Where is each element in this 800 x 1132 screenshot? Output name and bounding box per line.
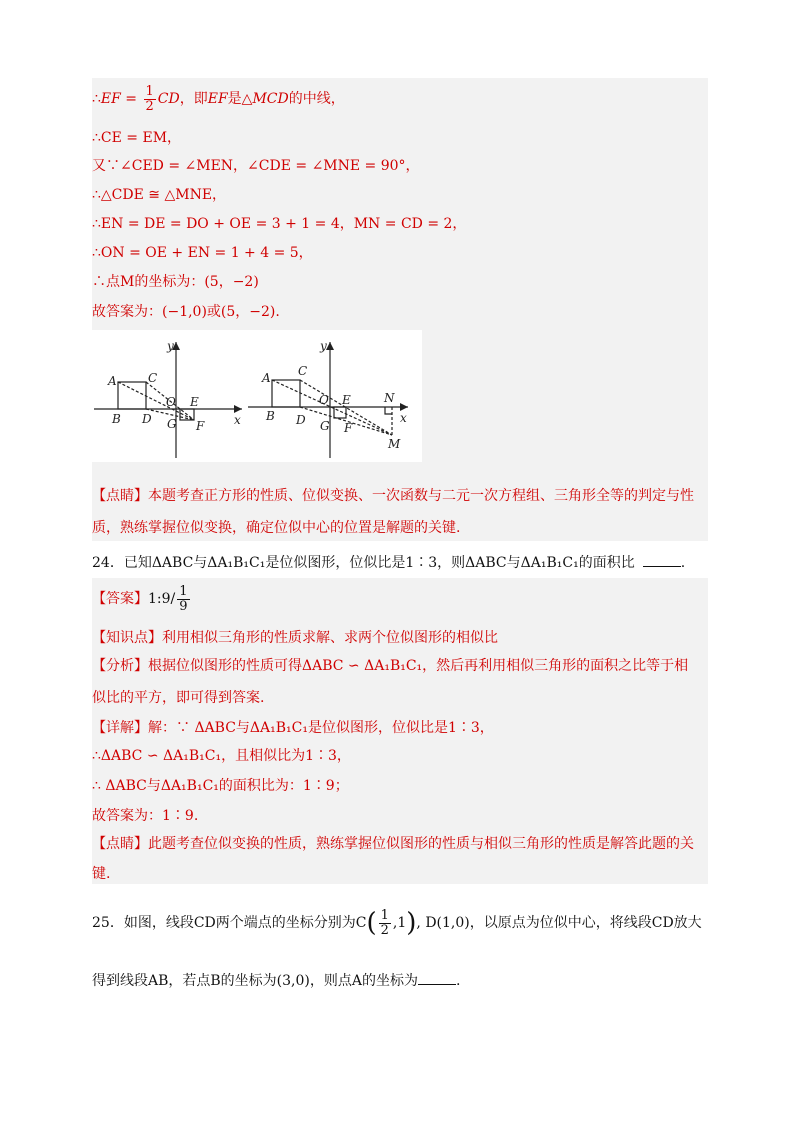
left-label-D: D — [142, 412, 152, 426]
right-label-O: O — [319, 393, 329, 407]
fraction-c-x: $\frac{1}{2}$ — [380, 907, 389, 938]
left-label-E: E — [190, 395, 199, 409]
solution23-comment-1: 【点睛】本题考查正方形的性质、位似变换、一次函数与二元一次方程组、三角形全等的判定与性 — [92, 488, 694, 504]
right-label-x: x — [400, 411, 407, 425]
left-label-B: B — [112, 412, 121, 426]
answer-blank-25 — [418, 972, 456, 985]
solution-line-2: ∴CE = EM， — [92, 130, 182, 146]
solution-line-3: 又∵∠CED = ∠MEN，∠CDE = ∠MNE = 90°， — [92, 158, 420, 174]
question-24: 24．已知ΔABC与ΔA₁B₁C₁是位似图形，位似比是1∶3，则ΔABC与ΔA₁B₁C₁的面积比 . — [92, 555, 686, 571]
right-label-G: G — [320, 419, 330, 433]
fraction-one-ninth: $\frac{1}{9}$ — [179, 583, 188, 614]
q24-detail-3: ∴ ΔABC与ΔA₁B₁C₁的面积比为：1∶9； — [92, 778, 349, 794]
solution-line-6: ∴ON = OE + EN = 1 + 4 = 5， — [92, 245, 313, 261]
solution23-comment-2: 质，熟练掌握位似变换，确定位似中心的位置是解题的关键. — [92, 520, 461, 536]
right-label-B: B — [266, 409, 275, 423]
solution-line-7: ∴点M的坐标为：(5，−2) — [92, 274, 259, 290]
q24-comment-2: 键. — [92, 866, 111, 882]
q24-detail-4: 故答案为：1∶9. — [92, 808, 199, 824]
coordinate-figures — [92, 330, 422, 462]
right-label-A: A — [262, 371, 271, 385]
left-label-G: G — [167, 417, 177, 431]
left-label-C: C — [148, 371, 158, 385]
solution-line-8: 故答案为：(−1,0)或(5，−2). — [92, 304, 280, 320]
right-label-M: M — [388, 437, 401, 451]
q24-comment-1: 【点睛】此题考查位似变换的性质，熟练掌握位似图形的性质与相似三角形的性质是解答此题的关 — [92, 836, 694, 852]
right-label-N: N — [384, 391, 395, 405]
q24-detail-1: 【详解】解：∵ ΔABC与ΔA₁B₁C₁是位似图形，位似比是1∶3， — [92, 720, 494, 736]
left-label-A: A — [108, 374, 117, 388]
solution-line-4: ∴△CDE ≅ △MNE， — [92, 187, 227, 203]
q24-analysis-1: 【分析】根据位似图形的性质可得ΔABC ∽ ΔA₁B₁C₁，然后再利用相似三角形的面积之比等于相 — [92, 658, 689, 674]
solution-line-5: ∴EN = DE = DO + OE = 3 + 1 = 4，MN = CD = 2， — [92, 216, 467, 232]
q24-knowledge: 【知识点】利用相似三角形的性质求解、求两个位似图形的相似比 — [92, 630, 498, 646]
left-label-y: y — [167, 339, 174, 353]
left-label-x: x — [234, 413, 241, 427]
q24-answer: 【答案】1:9/ $\frac{1}{9}$ — [92, 583, 188, 614]
q24-detail-2: ∴ΔABC ∽ ΔA₁B₁C₁，且相似比为1∶3， — [92, 748, 351, 764]
right-label-y: y — [320, 339, 327, 353]
left-label-F: F — [196, 419, 205, 433]
answer-blank — [643, 554, 681, 567]
question-25-line-2: 得到线段AB，若点B的坐标为(3,0)，则点A的坐标为 . — [92, 973, 461, 989]
right-label-C: C — [298, 364, 308, 378]
solution-line-1: ∴EF = $\frac{1}{2}$ CD，即EF是△MCD的中线， — [92, 83, 345, 114]
right-label-F: F — [344, 421, 353, 435]
left-label-O: O — [166, 395, 176, 409]
q24-analysis-2: 似比的平方，即可得到答案. — [92, 690, 265, 706]
right-label-E: E — [342, 393, 351, 407]
question-25-line-1: 25．如图，线段CD两个端点的坐标分别为C( $\frac{1}{2}$ ,1), D(1,0)，以原点为位似中心，将线段CD放大 — [92, 907, 702, 938]
right-label-D: D — [296, 413, 306, 427]
fraction-half: $\frac{1}{2}$ — [145, 83, 154, 114]
